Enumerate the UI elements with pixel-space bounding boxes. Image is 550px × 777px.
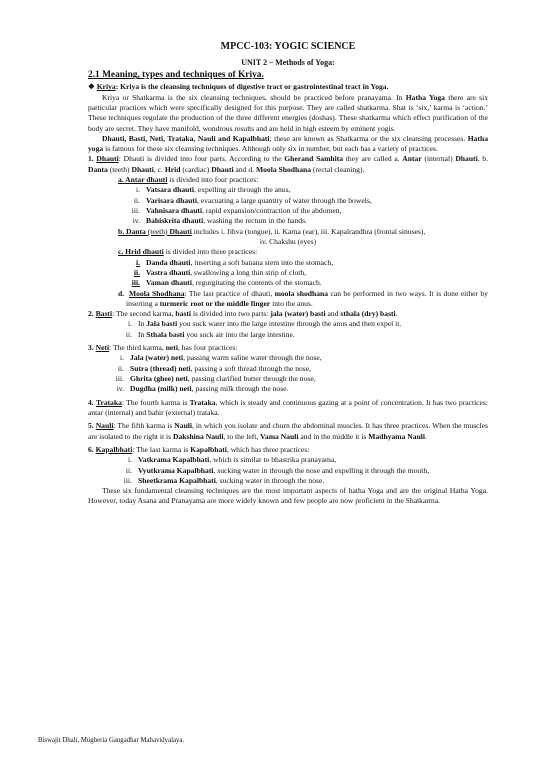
page-footer: Biswajit Dhali, Mugberia Gangadhar Mahavidyalaya. — [38, 737, 185, 744]
list-item: iv. Dugdha (milk) neti, passing milk through the nose. — [116, 384, 289, 394]
list-item: ii. In Sthala basti you suck air into the large intestine. — [125, 329, 295, 339]
list-item: i. Vatkrama Kapalbhati, which is similar to bhastrika pranayama, — [127, 455, 337, 465]
antar-dhauti-heading: a. Antar dhauti is divided into four practices: — [118, 175, 259, 185]
moola-shodhana-paragraph: d. Moola Shodhana: The last practice of dhauti, moola shodhana can be performed in two ways. It is done either by inserting a turmeric root or the middle finger into the anus. — [118, 288, 489, 308]
intro-paragraph: Kriya or Shatkarma is the six cleansing techniques, should be practiced before pranayama. In Hatha Yoga there are six particular practices which were specifically designed for this purpose. They are called shatkarma. Shat is ‘six,’ karma is ‘action.’ These techniques regulate the production of the three different energies (doshas). These shatkarma which effect purification of the body are secret. They have manifold, wondrous results and are held in high esteem by eminent yogis. — [88, 92, 488, 133]
intro-paragraph-2: Dhauti, Basti, Neti, Trataka, Nauli and Kapalbhati; these are known as Shatkarma or the six cleansing processes. Hatha yoga is famous for these six cleansing techniques. Although only six in number, but each has a variety of practices. — [88, 133, 488, 154]
list-item: i. Vatsara dhauti, expelling air through the anus, — [135, 185, 291, 195]
list-item: i. Danda dhauti, inserting a soft banana stem into the stomach, — [135, 257, 334, 267]
trataka-paragraph: 4. Trataka: The fourth karma is Trataka, which is steady and continuous gazing at a point of concentration. It has two practices: antar (internal) and bahir (external) trataka. — [88, 397, 488, 417]
basti-list — [88, 319, 488, 340]
list-item: ii. Vyutkrama Kapalbhati, sucking water in through the nose and expelling it through the mouth, — [125, 465, 430, 475]
list-item: iii. Sheetkrama Kapalbhati, sucking water in through the nose. — [123, 475, 325, 485]
unit-heading: UNIT 2 – Methods of Yoga: — [241, 57, 335, 67]
hrid-dhauti-list — [88, 258, 488, 289]
list-item: ii. Vastra dhauti, swallowing a long thin strip of cloth, — [133, 267, 307, 277]
list-item: iii. Vaman dhauti, regurgitating the contents of the stomach. — [131, 278, 322, 288]
list-item: i. In Jala basti you suck water into the large intestine through the anus and then expel it. — [127, 319, 402, 329]
list-item: iii. Vahnisara dhauti, rapid expansion/contraction of the abdomen, — [131, 206, 342, 215]
hrid-dhauti-heading: c. Hrid dhauti is divided into three practices: — [118, 247, 258, 257]
list-item: iii. Ghrita (ghee) neti, passing clarified butter through the nose, — [115, 374, 316, 383]
list-item: iv. Bahiskrita dhauti, washing the rectum in the hands. — [132, 216, 307, 226]
nauli-paragraph: 5. Nauli: The fifth karma is Nauli, in which you isolate and churn the abdominal muscles. It has three practices. When the muscles are isolated to the right it is Dakshina Nauli, to the left, Vama Nauli and in the middle it is Madhyama Nauli. — [88, 421, 488, 441]
section-heading: 2.1 Meaning, types and techniques of Kriya. — [88, 70, 264, 81]
list-item: ii. Sutra (thread) neti, passing a soft thread through the nose, — [117, 363, 312, 373]
neti-list — [88, 353, 488, 394]
diamond-bullet-icon: ❖ — [88, 82, 97, 92]
kapalbhati-list — [88, 455, 488, 486]
list-item: ii. Varisara dhauti, evacuating a large quantity of water through the bowels, — [133, 195, 372, 205]
basti-paragraph: 2. Basti: The second karma, basti is divided into two parts: jala (water) basti and sthala (dry) basti. — [88, 309, 398, 319]
dhauti-paragraph: 1. Dhauti: Dhauti is divided into four parts. According to the Gherand Samhita they are called a. Antar (internal) Dhauti, b. Danta (teeth) Dhauti, c. Hrid (cardiac) Dhauti and d. Moola Shodhana (rectal cleaning). — [88, 154, 488, 174]
antar-dhauti-list — [88, 185, 488, 226]
document-page — [88, 40, 488, 507]
danta-dhauti-heading: b. Danta (teeth) Dhauti includes i. Jihva (tongue), ii. Karna (ear), iii. Kapalrandhra (frontal sinuses), — [118, 226, 426, 236]
danta-dhauti-continued: iv. Chakshu (eyes) — [259, 236, 317, 246]
document-title: MPCC-103: YOGIC SCIENCE — [220, 41, 356, 52]
kapalbhati-paragraph: 6. Kapalbhati: The last karma is Kapalbhati, which has three practices: — [88, 444, 310, 454]
kriya-bullet: ❖ Kriya: Kriya is the cleansing techniques of digestive tract or gastrointestinal tract in Yoga. — [88, 82, 389, 92]
closing-paragraph: These six fundamental cleansing techniques are the most important aspects of hatha Yoga and are the original Hatha Yoga. However, today Asana and Pranayama are more widely known and few people are now proficient in the Shatkarma. — [88, 486, 488, 506]
neti-paragraph: 3. Neti: The third karma, neti, has four practices: — [88, 343, 238, 353]
list-item: i. Jala (water) neti, passing warm saline water through the nose, — [119, 353, 322, 363]
